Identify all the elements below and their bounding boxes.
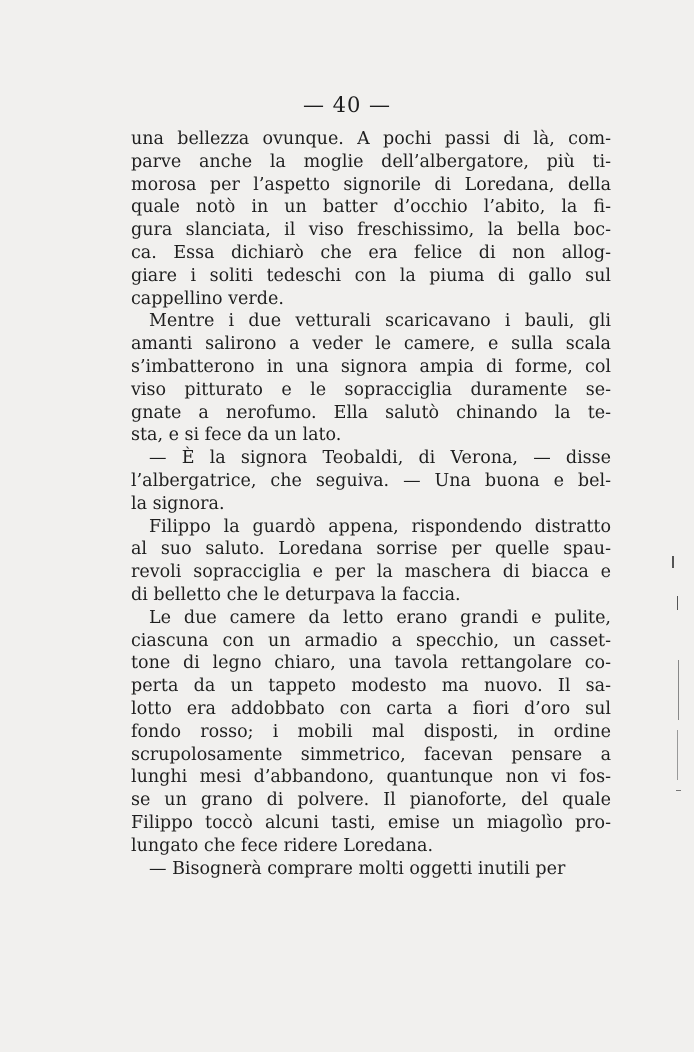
- text-line: parve anche la moglie dell’albergatore, più ti-: [131, 151, 611, 172]
- page-number: — 40 —: [302, 93, 392, 117]
- paragraph: [131, 516, 611, 607]
- text-line: giare i soliti tedeschi con la piuma di gallo sul: [131, 265, 611, 286]
- text-line: lungato che fece ridere Loredana.: [131, 835, 434, 856]
- text-line: gnate a nerofumo. Ella salutò chinando la te-: [131, 402, 611, 423]
- text-line: ca. Essa dichiarò che era felice di non allog-: [131, 242, 611, 263]
- text-line: al suo saluto. Loredana sorrise per quelle spau-: [131, 539, 611, 560]
- margin-mark: [677, 730, 678, 780]
- body-text: [131, 128, 611, 880]
- paragraph: [131, 128, 611, 310]
- margin-mark: [678, 660, 679, 720]
- paragraph: [131, 858, 611, 881]
- text-line: Le due camere da letto erano grandi e pulite,: [149, 607, 611, 628]
- text-line: scrupolosamente simmetrico, facevan pensare a: [131, 744, 611, 765]
- text-line: — Bisognerà comprare molti oggetti inutili per: [149, 858, 566, 879]
- text-line: fondo rosso; i mobili mal disposti, in ordine: [131, 721, 611, 742]
- text-line: perta da un tappeto modesto ma nuovo. Il sa-: [131, 676, 611, 697]
- text-line: Filippo la guardò appena, rispondendo distratto: [149, 516, 611, 537]
- text-line: una bellezza ovunque. A pochi passi di là, com-: [131, 129, 611, 149]
- text-line: gura slanciata, il viso freschissimo, la bella boc-: [131, 220, 611, 241]
- margin-mark: [672, 556, 674, 568]
- margin-mark: [677, 596, 678, 610]
- paragraph: [131, 447, 611, 515]
- paragraph: [131, 310, 611, 447]
- text-line: Mentre i due vetturali scaricavano i bauli, gli: [149, 311, 611, 332]
- text-line: di belletto che le deturpava la faccia.: [131, 584, 461, 605]
- text-line: lotto era addobbato con carta a fiori d’oro sul: [131, 698, 611, 719]
- text-line: tone di legno chiaro, una tavola rettangolare co-: [131, 653, 611, 674]
- text-line: revoli sopracciglia e per la maschera di biacca e: [131, 562, 611, 583]
- text-line: morosa per l’aspetto signorile di Loredana, della: [131, 174, 611, 195]
- text-line: l’albergatrice, che seguiva. — Una buona e bel-: [131, 470, 611, 491]
- text-line: ciascuna con un armadio a specchio, un casset-: [131, 630, 611, 651]
- margin-mark: [676, 790, 681, 791]
- text-line: amanti salirono a veder le camere, e sulla scala: [131, 334, 611, 355]
- text-line: — È la signora Teobaldi, di Verona, — disse: [149, 448, 611, 469]
- paragraph: [131, 607, 611, 858]
- text-line: s’imbatterono in una signora ampia di forme, col: [131, 356, 611, 377]
- text-line: se un grano di polvere. Il pianoforte, del quale: [131, 790, 611, 811]
- text-line: viso pitturato e le sopracciglia duramente se-: [131, 379, 611, 400]
- text-line: sta, e si fece da un lato.: [131, 425, 342, 446]
- text-line: quale notò in un batter d’occhio l’abito, la fi-: [131, 197, 611, 218]
- text-line: la signora.: [131, 493, 225, 514]
- text-line: lunghi mesi d’abbandono, quantunque non vi fos-: [131, 767, 611, 788]
- text-line: cappellino verde.: [131, 288, 284, 309]
- text-line: Filippo toccò alcuni tasti, emise un miagolìo pro-: [131, 812, 611, 833]
